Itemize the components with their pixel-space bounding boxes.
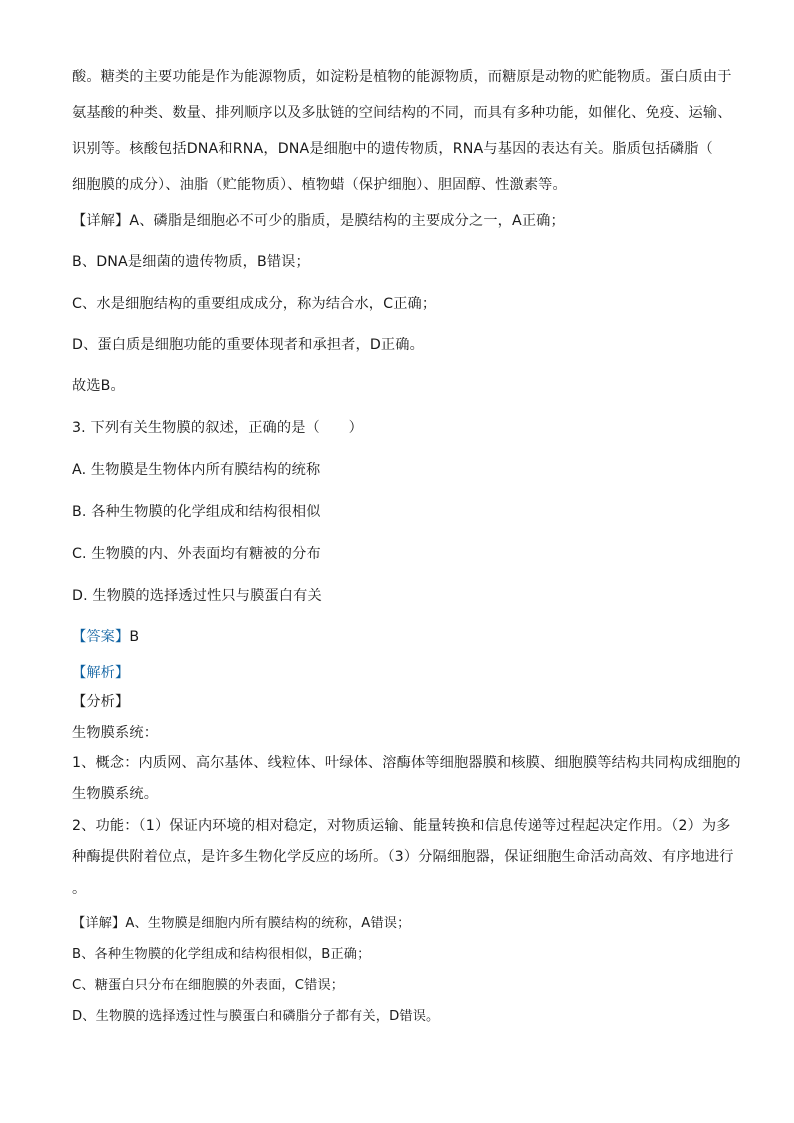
intro-line-2: 氨基酸的种类、数量、排列顺序以及多肽链的空间结构的不同，而具有多种功能，如催化、免疫、运输、 <box>72 105 732 121</box>
answer-tag: 【答案】 <box>72 629 130 645</box>
q2-conclusion: 故选B。 <box>72 378 125 394</box>
q2-detail-line-b: B、DNA是细菌的遗传物质，B错误； <box>72 254 310 270</box>
detail-text: A、磷脂是细胞必不可少的脂质，是膜结构的主要成分之一，A正确； <box>129 213 565 229</box>
q3-detail-line-b: B、各种生物膜的化学组成和结构很相似，B正确； <box>72 947 371 962</box>
analysis-line-1: 生物膜系统： <box>72 725 159 741</box>
q3-detail-line-a <box>72 912 410 931</box>
q3-detail-tag: 【详解】 <box>72 916 126 931</box>
q3-detail-line-d: D、生物膜的选择透过性与膜蛋白和磷脂分子都有关，D错误。 <box>72 1009 440 1024</box>
q3-option-d: D. 生物膜的选择透过性只与膜蛋白有关 <box>72 588 322 604</box>
q3-detail-line-c: C、糖蛋白只分布在细胞膜的外表面，C错误； <box>72 978 345 993</box>
q2-detail-line-c: C、水是细胞结构的重要组成成分，称为结合水，C正确； <box>72 296 437 312</box>
q3-answer <box>72 626 139 646</box>
intro-line-4: 细胞膜的成分）、油脂（贮能物质）、植物蜡（保护细胞）、胆固醇、性激素等。 <box>72 177 567 193</box>
analysis-line-4: 2、功能：（1）保证内环境的相对稳定，对物质运输、能量转换和信息传递等过程起决定作用。（2）为多 <box>72 818 731 834</box>
analysis-line-5: 种酶提供附着位点，是许多生物化学反应的场所。（3）分隔细胞器，保证细胞生命活动高效、有序地进行 <box>72 849 734 865</box>
q3-option-c: C. 生物膜的内、外表面均有糖被的分布 <box>72 546 321 562</box>
q3-fenxi-tag: 【分析】 <box>72 694 130 710</box>
answer-value: B <box>129 629 140 645</box>
q3-detail-text: A、生物膜是细胞内所有膜结构的统称，A错误； <box>125 916 411 931</box>
intro-line-1: 酸。糖类的主要功能是作为能源物质，如淀粉是植物的能源物质，而糖原是动物的贮能物质。蛋白质由于 <box>72 69 732 85</box>
q3-option-b: B. 各种生物膜的化学组成和结构很相似 <box>72 504 321 520</box>
q2-detail-line-d: D、蛋白质是细胞功能的重要体现者和承担者，D正确。 <box>72 337 424 353</box>
q3-option-a: A. 生物膜是生物体内所有膜结构的统称 <box>72 462 321 478</box>
q3-stem: 3. 下列有关生物膜的叙述，正确的是（ ） <box>72 420 363 436</box>
analysis-line-2: 1、概念：内质网、高尔基体、线粒体、叶绿体、溶酶体等细胞器膜和核膜、细胞膜等结构共同构成细胞的 <box>72 755 741 771</box>
analysis-line-3: 生物膜系统。 <box>72 786 159 802</box>
intro-line-3: 识别等。核酸包括DNA和RNA，DNA是细胞中的遗传物质，RNA与基因的表达有关。脂质包括磷脂（ <box>72 141 713 157</box>
analysis-line-6: 。 <box>72 881 87 897</box>
q3-analysis-tag: 【解析】 <box>72 665 130 681</box>
q2-detail-line-a <box>72 210 565 230</box>
detail-tag: 【详解】 <box>72 213 130 229</box>
